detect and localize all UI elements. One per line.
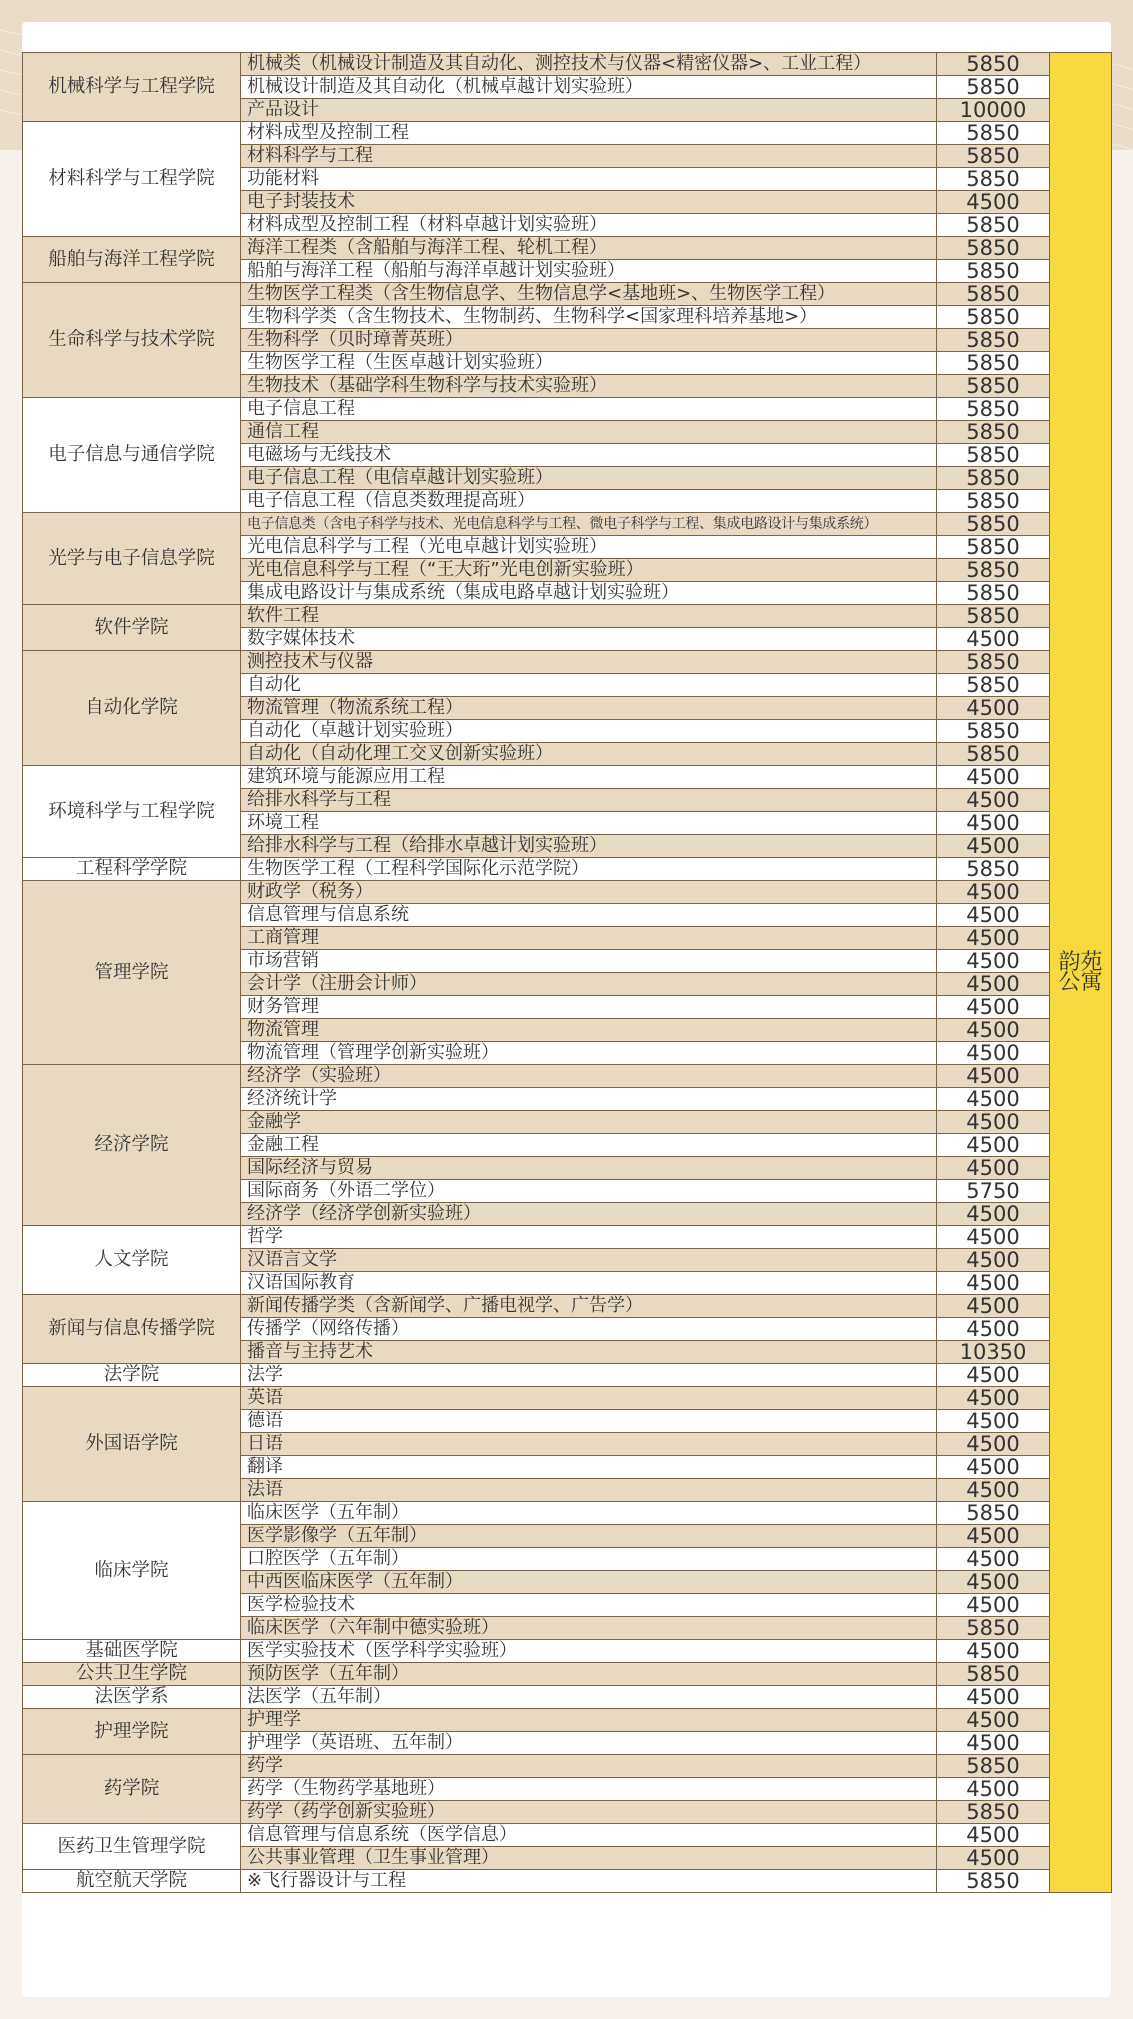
college-name: 自动化学院 [23,651,241,766]
tuition-fee: 5850 [937,398,1050,421]
major-name: 法语 [241,1479,937,1502]
table-row [23,1502,1112,1525]
major-name: 法医学（五年制） [241,1686,937,1709]
major-name: 财政学（税务） [241,881,937,904]
major-name: 国际经济与贸易 [241,1157,937,1180]
major-name: 国际商务（外语二学位） [241,1180,937,1203]
major-name: 财务管理 [241,996,937,1019]
college-name: 管理学院 [23,881,241,1065]
major-name: 给排水科学与工程 [241,789,937,812]
table-row [23,881,1112,904]
tuition-fee: 5850 [937,329,1050,352]
major-name: 海洋工程类（含船舶与海洋工程、轮机工程） [241,237,937,260]
major-name: 汉语言文学 [241,1249,937,1272]
major-name: 集成电路设计与集成系统（集成电路卓越计划实验班） [241,582,937,605]
table-row [23,605,1112,628]
tuition-fee: 5850 [937,168,1050,191]
tuition-fee: 4500 [937,1525,1050,1548]
major-name: 信息管理与信息系统（医学信息） [241,1824,937,1847]
tuition-fee: 4500 [937,812,1050,835]
major-name: 生物科学（贝时璋菁英班） [241,329,937,352]
major-name: 汉语国际教育 [241,1272,937,1295]
college-name: 机械科学与工程学院 [23,53,241,122]
tuition-fee: 5850 [937,352,1050,375]
major-name: 临床医学（六年制中德实验班） [241,1617,937,1640]
tuition-fee: 5850 [937,306,1050,329]
table-row [23,1226,1112,1249]
major-name: 机械设计制造及其自动化（机械卓越计划实验班） [241,76,937,99]
major-name: 哲学 [241,1226,937,1249]
table-row [23,1387,1112,1410]
tuition-fee: 5850 [937,421,1050,444]
table-row [23,766,1112,789]
tuition-fee: 4500 [937,1226,1050,1249]
tuition-fee: 4500 [937,1571,1050,1594]
tuition-fee: 4500 [937,697,1050,720]
college-name: 材料科学与工程学院 [23,122,241,237]
major-name: 机械类（机械设计制造及其自动化、测控技术与仪器<精密仪器>、工业工程） [241,53,937,76]
tuition-fee: 5850 [937,582,1050,605]
major-name: 自动化 [241,674,937,697]
table-row [23,858,1112,881]
major-name: 经济学（实验班） [241,1065,937,1088]
major-name: 护理学（英语班、五年制） [241,1732,937,1755]
table-row [23,651,1112,674]
tuition-fee: 4500 [937,1594,1050,1617]
college-name: 公共卫生学院 [23,1663,241,1686]
major-name: 日语 [241,1433,937,1456]
major-name: 材料成型及控制工程（材料卓越计划实验班） [241,214,937,237]
major-name: 英语 [241,1387,937,1410]
major-name: 环境工程 [241,812,937,835]
tuition-fee: 5750 [937,1180,1050,1203]
major-name: 生物技术（基础学科生物科学与技术实验班） [241,375,937,398]
tuition-fee: 4500 [937,766,1050,789]
tuition-fee: 4500 [937,1847,1050,1870]
major-name: 经济学（经济学创新实验班） [241,1203,937,1226]
college-name: 药学院 [23,1755,241,1824]
tuition-fee: 4500 [937,1410,1050,1433]
major-name: 金融工程 [241,1134,937,1157]
tuition-fee: 5850 [937,53,1050,76]
major-name: 德语 [241,1410,937,1433]
tuition-fee: 5850 [937,743,1050,766]
major-name: 给排水科学与工程（给排水卓越计划实验班） [241,835,937,858]
tuition-fee: 4500 [937,996,1050,1019]
major-name: 船舶与海洋工程（船舶与海洋卓越计划实验班） [241,260,937,283]
tuition-fee: 10350 [937,1341,1050,1364]
tuition-fee: 4500 [937,1019,1050,1042]
tuition-fee: 5850 [937,237,1050,260]
college-name: 船舶与海洋工程学院 [23,237,241,283]
major-name: 翻译 [241,1456,937,1479]
major-name: 护理学 [241,1709,937,1732]
major-name: 药学（药学创新实验班） [241,1801,937,1824]
major-name: 建筑环境与能源应用工程 [241,766,937,789]
tuition-fee: 5850 [937,444,1050,467]
major-name: 功能材料 [241,168,937,191]
major-name: 市场营销 [241,950,937,973]
major-name: 医学检验技术 [241,1594,937,1617]
tuition-fee: 4500 [937,1433,1050,1456]
tuition-fee: 5850 [937,1617,1050,1640]
major-name: 电子信息工程（电信卓越计划实验班） [241,467,937,490]
major-name: 传播学（网络传播） [241,1318,937,1341]
college-name: 外国语学院 [23,1387,241,1502]
tuition-fee: 5850 [937,490,1050,513]
tuition-fee: 4500 [937,1249,1050,1272]
tuition-fee: 4500 [937,1295,1050,1318]
tuition-fee: 4500 [937,973,1050,996]
major-name: 材料科学与工程 [241,145,937,168]
tuition-fee: 4500 [937,1456,1050,1479]
college-name: 新闻与信息传播学院 [23,1295,241,1364]
tuition-fee: 5850 [937,283,1050,306]
tuition-fee: 5850 [937,674,1050,697]
table-row [23,1295,1112,1318]
tuition-fee: 4500 [937,789,1050,812]
major-name: 软件工程 [241,605,937,628]
table-row [23,122,1112,145]
tuition-fee: 5850 [937,1502,1050,1525]
college-name: 航空航天学院 [23,1870,241,1893]
college-name: 经济学院 [23,1065,241,1226]
tuition-fee: 5850 [937,720,1050,743]
college-name: 环境科学与工程学院 [23,766,241,858]
major-name: 通信工程 [241,421,937,444]
major-name: 法学 [241,1364,937,1387]
major-name: 生物医学工程（工程科学国际化示范学院） [241,858,937,881]
tuition-fee: 4500 [937,1065,1050,1088]
tuition-fee: 4500 [937,1824,1050,1847]
college-name: 工程科学学院 [23,858,241,881]
major-name: 预防医学（五年制） [241,1663,937,1686]
major-name: 公共事业管理（卫生事业管理） [241,1847,937,1870]
major-name: 自动化（自动化理工交叉创新实验班） [241,743,937,766]
major-name: 金融学 [241,1111,937,1134]
college-name: 法学院 [23,1364,241,1387]
table-row [23,1755,1112,1778]
tuition-fee: 4500 [937,1709,1050,1732]
major-name: 经济统计学 [241,1088,937,1111]
major-name: 生物医学工程类（含生物信息学、生物信息学<基地班>、生物医学工程） [241,283,937,306]
tuition-fee: 4500 [937,881,1050,904]
tuition-fee: 4500 [937,1640,1050,1663]
table-row [23,1640,1112,1663]
college-name: 电子信息与通信学院 [23,398,241,513]
tuition-fee: 10000 [937,99,1050,122]
major-name: 药学（生物药学基地班） [241,1778,937,1801]
table-row [23,1364,1112,1387]
major-name: 材料成型及控制工程 [241,122,937,145]
major-name: 电磁场与无线技术 [241,444,937,467]
dormitory-cell [1050,53,1112,1893]
college-name: 法医学系 [23,1686,241,1709]
major-name: 会计学（注册会计师） [241,973,937,996]
major-name: 口腔医学（五年制） [241,1548,937,1571]
tuition-fee: 4500 [937,927,1050,950]
tuition-fee: 5850 [937,122,1050,145]
major-name: 电子信息工程（信息类数理提高班） [241,490,937,513]
tuition-fee: 4500 [937,950,1050,973]
major-name: ※飞行器设计与工程 [241,1870,937,1893]
tuition-fee: 5850 [937,858,1050,881]
tuition-fee: 4500 [937,1088,1050,1111]
major-name: 医学实验技术（医学科学实验班） [241,1640,937,1663]
major-name: 测控技术与仪器 [241,651,937,674]
tuition-fee: 4500 [937,1157,1050,1180]
major-name: 电子信息类（含电子科学与技术、光电信息科学与工程、微电子科学与工程、集成电路设计与集成系统） [241,513,937,536]
tuition-fee: 4500 [937,1479,1050,1502]
college-name: 人文学院 [23,1226,241,1295]
tuition-fee: 4500 [937,1318,1050,1341]
tuition-fee: 4500 [937,1111,1050,1134]
tuition-fee: 5850 [937,1663,1050,1686]
tuition-fee: 4500 [937,1203,1050,1226]
major-name: 生物医学工程（生医卓越计划实验班） [241,352,937,375]
college-name: 生命科学与技术学院 [23,283,241,398]
tuition-fee: 5850 [937,145,1050,168]
major-name: 电子信息工程 [241,398,937,421]
major-name: 医学影像学（五年制） [241,1525,937,1548]
major-name: 物流管理 [241,1019,937,1042]
tuition-table [22,52,1112,1893]
tuition-fee: 5850 [937,76,1050,99]
college-name: 软件学院 [23,605,241,651]
tuition-fee: 4500 [937,191,1050,214]
major-name: 物流管理（物流系统工程） [241,697,937,720]
college-name: 临床学院 [23,1502,241,1640]
tuition-fee: 4500 [937,1134,1050,1157]
major-name: 新闻传播学类（含新闻学、广播电视学、广告学） [241,1295,937,1318]
table-row [23,53,1112,76]
tuition-fee: 5850 [937,559,1050,582]
tuition-fee: 4500 [937,628,1050,651]
table-row [23,237,1112,260]
tuition-fee: 4500 [937,1272,1050,1295]
tuition-fee: 4500 [937,1387,1050,1410]
tuition-fee: 4500 [937,1778,1050,1801]
dormitory-label: 韵苑公寓 [1058,949,1103,995]
tuition-fee: 4500 [937,1548,1050,1571]
major-name: 产品设计 [241,99,937,122]
tuition-fee: 5850 [937,605,1050,628]
major-name: 数字媒体技术 [241,628,937,651]
table-row [23,283,1112,306]
tuition-fee: 4500 [937,1364,1050,1387]
table-row [23,513,1112,536]
major-name: 光电信息科学与工程（“王大珩”光电创新实验班） [241,559,937,582]
tuition-fee: 5850 [937,1755,1050,1778]
tuition-fee: 5850 [937,1870,1050,1893]
tuition-fee: 5850 [937,260,1050,283]
major-name: 光电信息科学与工程（光电卓越计划实验班） [241,536,937,559]
table-row [23,1709,1112,1732]
tuition-fee: 4500 [937,1042,1050,1065]
college-name: 护理学院 [23,1709,241,1755]
college-name: 基础医学院 [23,1640,241,1663]
major-name: 自动化（卓越计划实验班） [241,720,937,743]
major-name: 临床医学（五年制） [241,1502,937,1525]
table-row [23,1824,1112,1847]
tuition-fee: 5850 [937,536,1050,559]
tuition-fee: 5850 [937,513,1050,536]
tuition-fee: 4500 [937,1686,1050,1709]
college-name: 医药卫生管理学院 [23,1824,241,1870]
major-name: 电子封装技术 [241,191,937,214]
table-row [23,1663,1112,1686]
table-row [23,1870,1112,1893]
tuition-fee: 5850 [937,651,1050,674]
major-name: 药学 [241,1755,937,1778]
table-row [23,398,1112,421]
major-name: 播音与主持艺术 [241,1341,937,1364]
tuition-fee: 5850 [937,467,1050,490]
tuition-fee: 4500 [937,835,1050,858]
tuition-fee: 5850 [937,214,1050,237]
major-name: 工商管理 [241,927,937,950]
major-name: 物流管理（管理学创新实验班） [241,1042,937,1065]
table-row [23,1065,1112,1088]
tuition-fee: 4500 [937,904,1050,927]
table-row [23,1686,1112,1709]
major-name: 信息管理与信息系统 [241,904,937,927]
college-name: 光学与电子信息学院 [23,513,241,605]
tuition-fee: 4500 [937,1732,1050,1755]
major-name: 生物科学类（含生物技术、生物制药、生物科学<国家理科培养基地>） [241,306,937,329]
tuition-fee: 5850 [937,375,1050,398]
major-name: 中西医临床医学（五年制） [241,1571,937,1594]
tuition-fee: 5850 [937,1801,1050,1824]
